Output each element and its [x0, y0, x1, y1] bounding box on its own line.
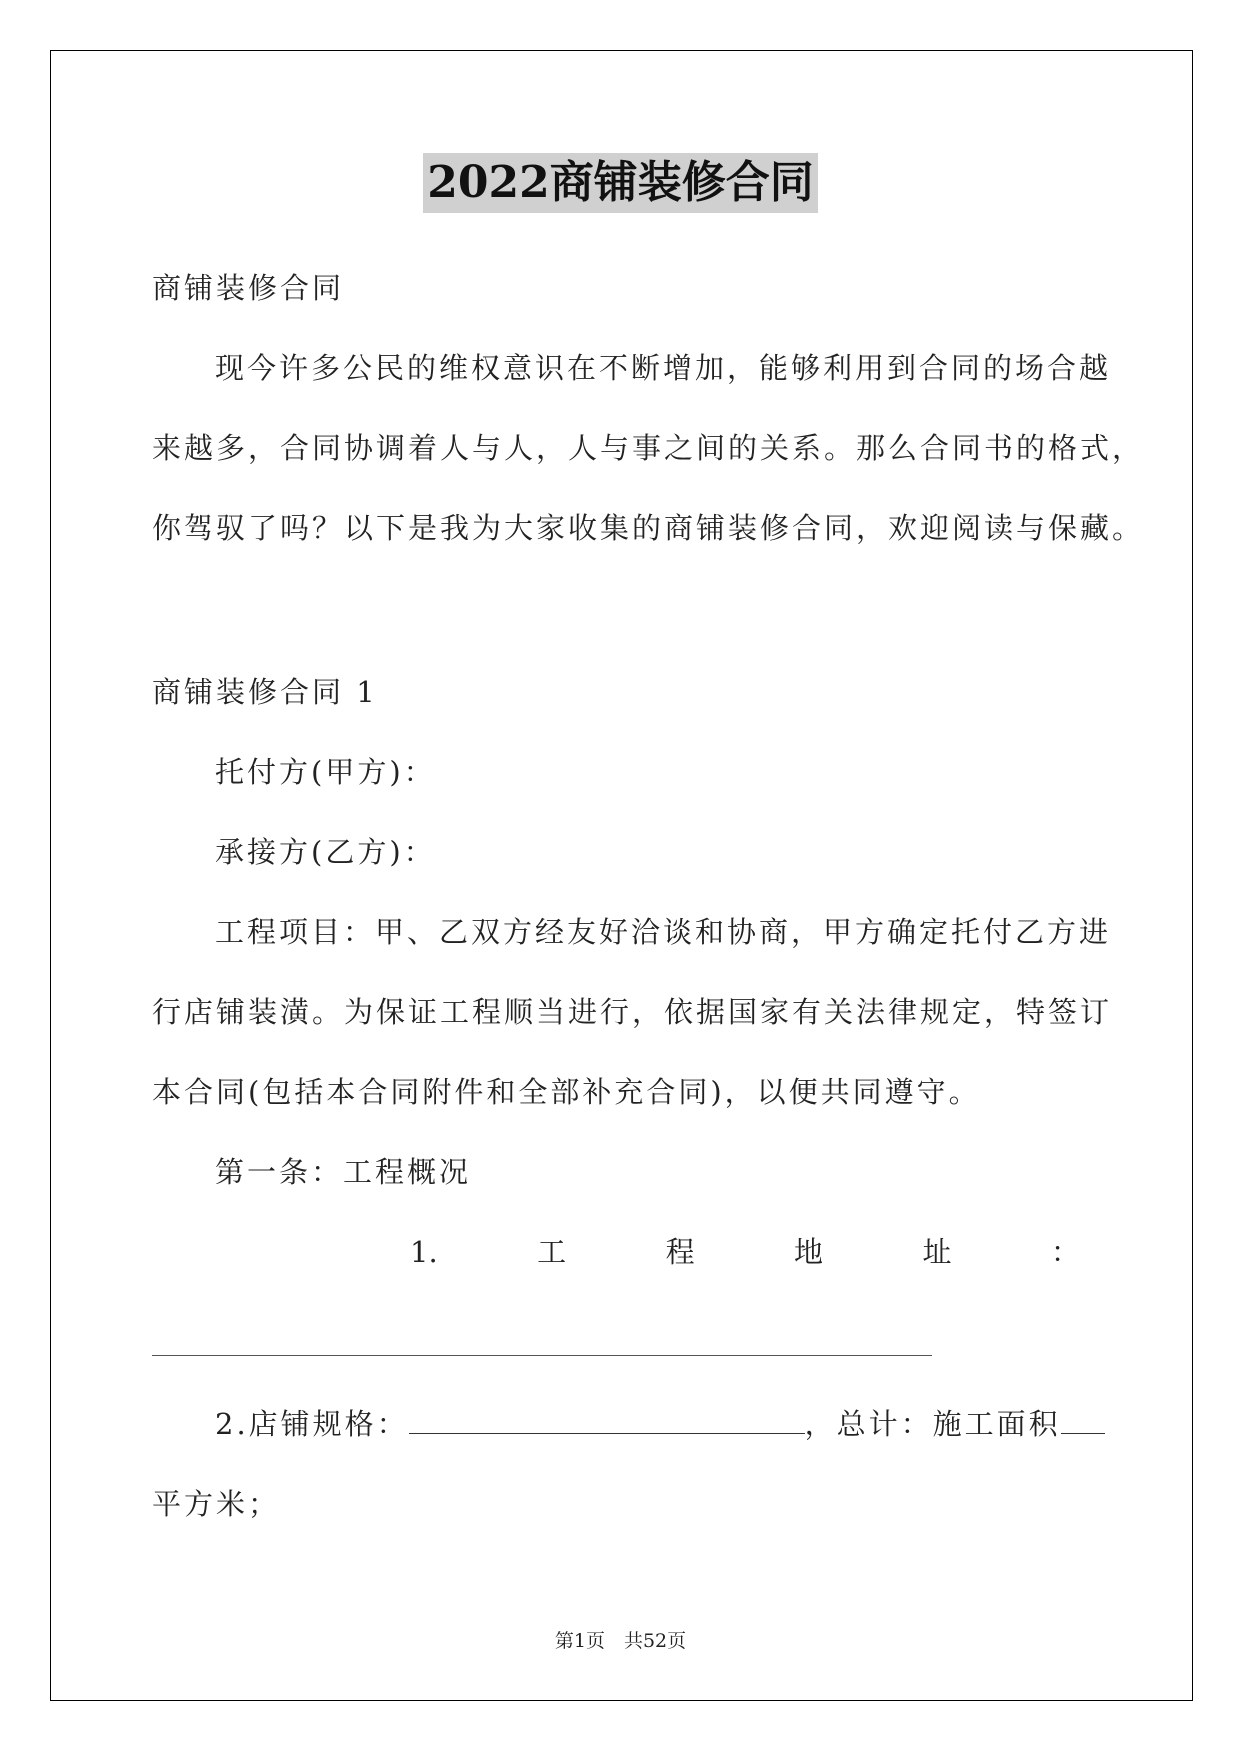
spec-line — [215, 1404, 1155, 1444]
project-line-3: 本合同(包括本合同附件和全部补充合同)，以便共同遵守。 — [152, 1075, 981, 1109]
spec-mid-text: ，总计：施工面积 — [804, 1407, 1061, 1441]
project-line-1: 工程项目：甲、乙双方经友好洽谈和协商，甲方确定托付乙方进 — [215, 915, 1112, 949]
intro-line-2: 来越多，合同协调着人与人，人与事之间的关系。那么合同书的格式， — [152, 431, 1145, 465]
address-char: 址 — [922, 1235, 952, 1269]
area-blank — [1061, 1405, 1105, 1434]
address-number: 1. — [410, 1235, 438, 1269]
address-char: 工 — [537, 1235, 567, 1269]
spec-blank — [409, 1405, 805, 1434]
address-line — [410, 1232, 1080, 1272]
intro-line-3: 你驾驭了吗？以下是我为大家收集的商铺装修合同，欢迎阅读与保藏。 — [152, 511, 1145, 545]
title-container — [0, 153, 1241, 213]
address-char: 地 — [794, 1235, 824, 1269]
document-title: 2022商铺装修合同 — [423, 153, 817, 213]
party-b-line: 承接方(乙方)： — [215, 835, 436, 869]
address-char: 程 — [665, 1235, 695, 1269]
party-a-line: 托付方(甲方)： — [215, 755, 436, 789]
address-blank-line — [152, 1355, 932, 1356]
intro-line-1: 现今许多公民的维权意识在不断增加，能够利用到合同的场合越 — [215, 351, 1112, 385]
article-1-heading: 第一条：工程概况 — [215, 1155, 472, 1189]
spec-unit-line: 平方米； — [152, 1487, 281, 1521]
document-subtitle: 商铺装修合同 — [152, 271, 345, 305]
address-colon: ： — [1050, 1235, 1080, 1269]
section-heading: 商铺装修合同 1 — [152, 675, 378, 709]
spec-label: 2.店铺规格： — [215, 1407, 409, 1441]
project-line-2: 行店铺装潢。为保证工程顺当进行，依据国家有关法律规定，特签订 — [152, 995, 1113, 1029]
page-footer: 第1页 共52页 — [554, 1630, 687, 1652]
